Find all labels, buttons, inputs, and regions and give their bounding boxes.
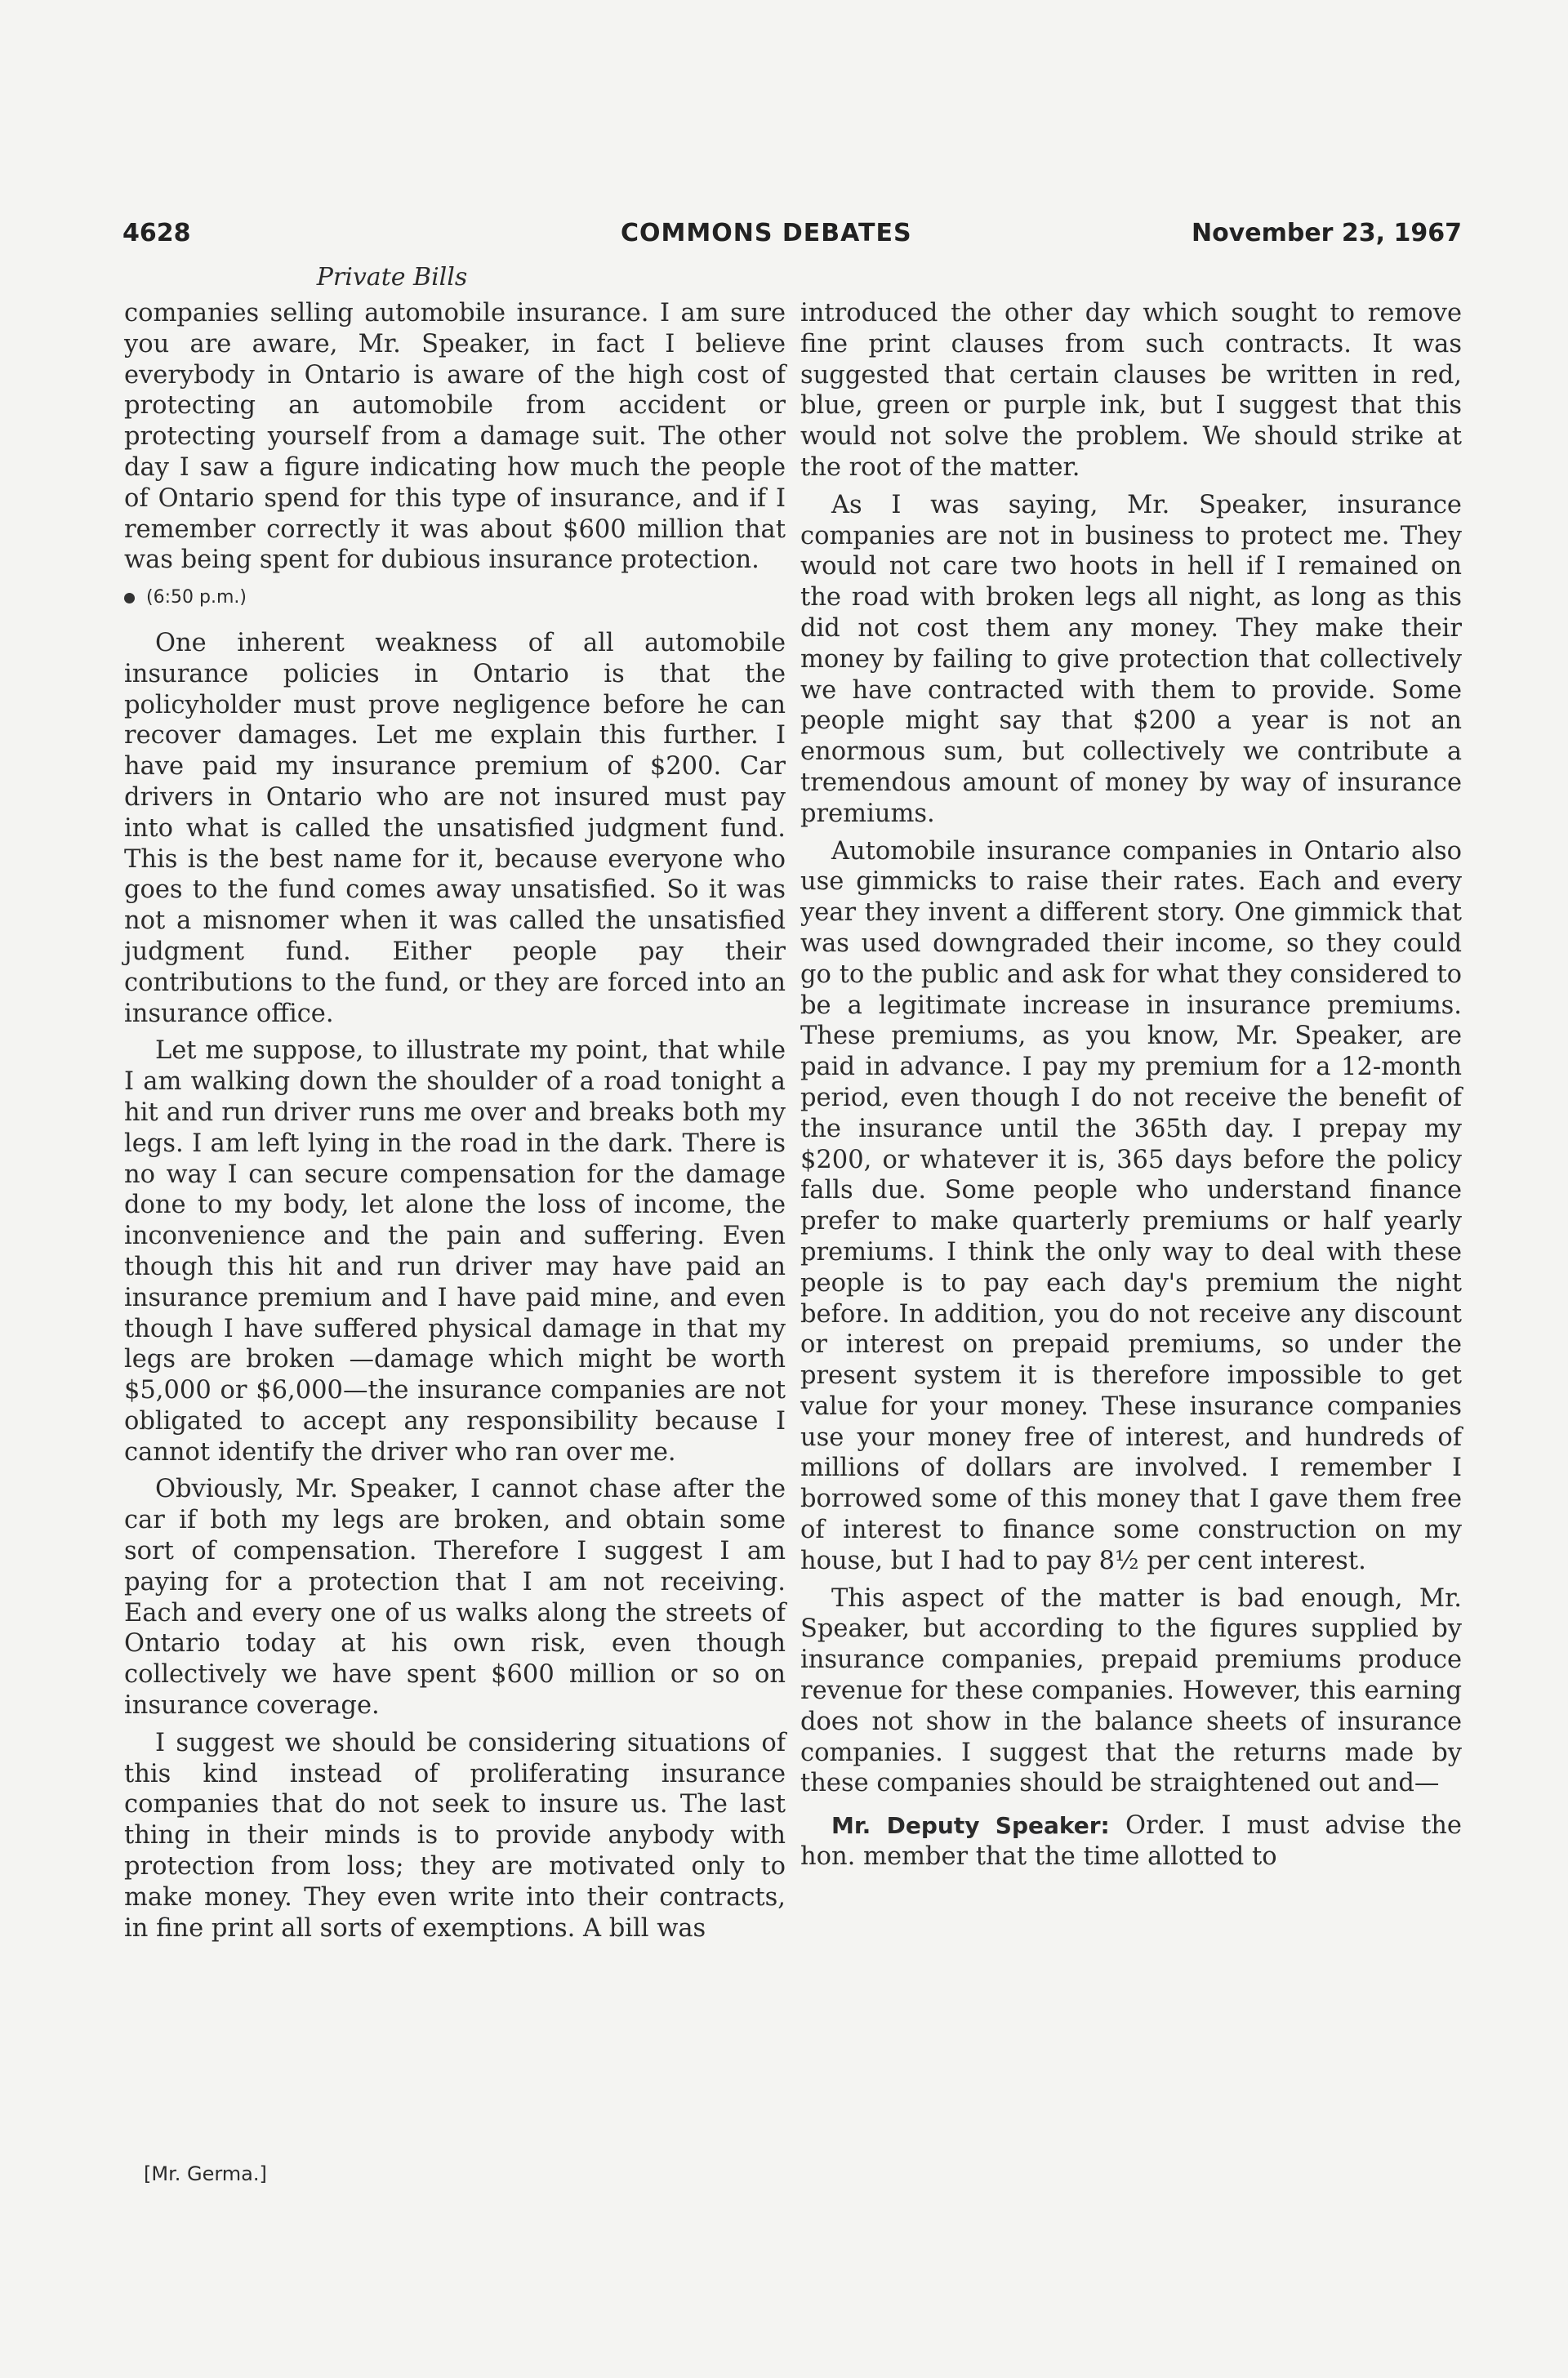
speaker-name: Mr. Deputy Speaker: xyxy=(831,1812,1110,1840)
speaker-text: Order. I must advise the hon. member that the time allotted to xyxy=(800,1811,1462,1872)
page-date: November 23, 1967 xyxy=(1191,219,1462,247)
right-paragraph-3: Automobile insurance companies in Ontario also use gimmicks to raise their rates. Each and every year they invent a different story. One gimmick that was used downgraded their income, so they could go to the public and ask for what they considered to be a legitimate increase in insurance premiums. These premiums, as you know, Mr. Speaker, are paid in advance. I pay my premium for a 12-month period, even though I do not receive the benefit of the insurance until the 365th day. I prepay my $200, or whatever it is, 365 days before the policy falls due. Some people who understand finance prefer to make quarterly premiums or half yearly premiums. I think the only way to deal with these people is to pay each day's premium the night before. In addition, you do not receive any discount or interest on prepaid premiums, so under the present system it is therefore impossible to get value for your money. These insurance companies use your money free of interest, and hundreds of millions of dollars are involved. I remember I borrowed some of this money that I gave them free of interest to finance some construction on my house, but I had to pay 8½ per cent interest. xyxy=(800,836,1462,1575)
section-title-text: Private Bills xyxy=(316,263,468,292)
right-paragraph-5 xyxy=(800,1810,1462,1873)
left-column xyxy=(124,298,786,1950)
speaker-attribution: [Mr. Germa.] xyxy=(144,2162,267,2185)
right-paragraph-4: This aspect of the matter is bad enough, Mr. Speaker, but according to the figures supplied by insurance companies, prepaid premiums produce revenue for these companies. However, this earning does not show in the balance sheets of insurance companies. I suggest that the returns made by these companies should be straightened out and— xyxy=(800,1583,1462,1798)
time-marker-text: (6:50 p.m.) xyxy=(146,587,247,608)
bullet-icon xyxy=(124,593,135,603)
right-paragraph-2: As I was saying, Mr. Speaker, insurance companies are not in business to protect me. They would not care two hoots in hell if I remained on the road with broken legs all night, as long as this did not cost them any money. They make their money by failing to give protection that collectively we have contracted with them to provide. Some people might say that $200 a year is not an enormous sum, but collectively we contribute a tremendous amount of money by way of insurance premiums. xyxy=(800,490,1462,828)
page-number: 4628 xyxy=(122,219,191,247)
left-paragraph-5: I suggest we should be considering situations of this kind instead of proliferating insurance companies that do not seek to insure us. The last thing in their minds is to provide anybody with protection from loss; they are motivated only to make money. They even write into their contracts, in fine print all sorts of exemptions. A bill was xyxy=(124,1728,786,1943)
journal-title: COMMONS DEBATES xyxy=(621,219,912,247)
left-paragraph-2: One inherent weakness of all automobile insurance policies in Ontario is that the policyholder must prove negligence before he can recover damages. Let me explain this further. I have paid my insurance premium of $200. Car drivers in Ontario who are not insured must pay into what is called the unsatisfied judgment fund. This is the best name for it, because everyone who goes to the fund comes away unsatisfied. So it was not a misnomer when it was called the unsatisfied judgment fund. Either people pay their contributions to the fund, or they are forced into an insurance office. xyxy=(124,628,786,1028)
left-paragraph-3: Let me suppose, to illustrate my point, that while I am walking down the shoulder of a road tonight a hit and run driver runs me over and breaks both my legs. I am left lying in the road in the dark. There is no way I can secure compensation for the damage done to my body, let alone the loss of income, the inconvenience and the pain and suffering. Even though this hit and run driver may have paid an insurance premium and I have paid mine, and even though I have suffered physical damage in that my legs are broken —damage which might be worth $5,000 or $6,000—the insurance companies are not obligated to accept any responsibility because I cannot identify the driver who ran over me. xyxy=(124,1036,786,1467)
section-title xyxy=(122,263,784,292)
left-paragraph-1: companies selling automobile insurance. I am sure you are aware, Mr. Speaker, in fact I believe everybody in Ontario is aware of the high cost of protecting an automobile from accident or protecting yourself from a damage suit. The other day I saw a figure indicating how much the people of Ontario spend for this type of insurance, and if I remember correctly it was about $600 million that was being spent for dubious insurance protection. xyxy=(124,299,786,575)
time-marker xyxy=(124,582,786,613)
right-column xyxy=(800,298,1462,1879)
page-header xyxy=(122,219,1462,255)
right-paragraph-1: introduced the other day which sought to remove fine print clauses from such contracts. It was suggested that certain clauses be written in red, blue, green or purple ink, but I suggest that this would not solve the problem. We should strike at the root of the matter. xyxy=(800,299,1462,482)
left-paragraph-4: Obviously, Mr. Speaker, I cannot chase after the car if both my legs are broken, and obtain some sort of compensation. Therefore I suggest I am paying for a protection that I am not receiving. Each and every one of us walks along the streets of Ontario today at his own risk, even though collectively we have spent $600 million or so on insurance coverage. xyxy=(124,1475,786,1721)
